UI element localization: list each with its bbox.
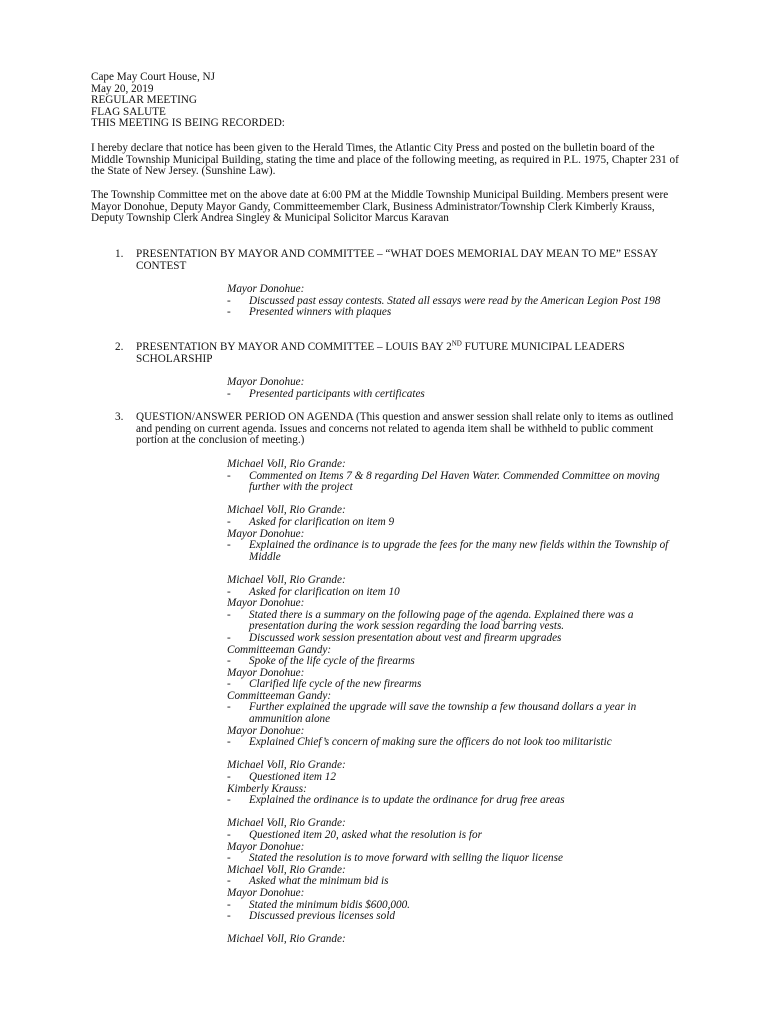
note-text: Spoke of the life cycle of the firearms [249,655,415,668]
bullet-dash: - [227,875,231,888]
note-bullet [227,587,687,599]
note-text: Asked for clarification on item 9 [249,515,395,528]
note-text: Questioned item 20, asked what the resolution is for [249,829,482,841]
item-number: 3. [115,411,124,423]
speaker: Michael Voll, Rio Grande: [227,573,346,586]
note-text: Stated there is a summary on the following page of the agenda. Explained there was a presentation during the work session regarding the load barring vests. [249,608,634,633]
meeting-header [91,72,681,130]
bullet-dash: - [227,898,231,911]
bullet-dash: - [227,608,231,621]
bullet-dash: - [227,736,231,749]
bullet-dash: - [227,655,231,668]
note-bullet [227,540,687,563]
note-bullet [227,795,687,807]
note-bullet [227,517,687,529]
note-text: Explained Chief’s concern of making sure the officers do not look too militaristic [249,736,612,749]
bullet-dash: - [227,701,231,714]
note-bullet [227,633,687,645]
note-text: Clarified life cycle of the new firearms [249,678,422,691]
note-bullet [227,853,687,865]
note-text: Asked what the minimum bid is [249,875,389,888]
sunshine-notice: I hereby declare that notice has been given to the Herald Times, the Atlantic City Press and posted on the bulletin board of the Middle Township Municipal Building, stating the time and place of the following meeting, as required in P.L. 1975, Chapter 231 of the State of New Jersey. (Sunshine Law). [91,142,679,178]
speaker: Mayor Donohue: [227,886,305,899]
bullet-dash: - [227,539,231,552]
speaker: Michael Voll, Rio Grande: [227,504,346,517]
speaker: Mayor Donohue: [227,724,305,737]
bullet-dash: - [227,387,231,400]
qa-notes [227,459,687,946]
bullet-dash: - [227,852,231,865]
bullet-dash: - [227,515,231,528]
note-bullet [227,389,687,401]
bullet-dash: - [227,306,231,319]
note-bullet [227,656,687,668]
bullet-dash: - [227,829,231,841]
bullet-dash: - [227,469,231,482]
bullet-dash: - [227,585,231,598]
speaker: Kimberly Krauss: [227,782,307,795]
speaker: Mayor Donohue: [227,666,305,679]
attendance-paragraph: The Township Committee met on the above date at 6:00 PM at the Middle Township Municipal Building. Members present were Mayor Donohue, Deputy Mayor Gandy, Committeemember Clark, Business Administrator/Township Clerk Kimberly Krauss, Deputy Township Clerk Andrea Singley & Municipal Solicitor Marcus Karavan [91,189,669,225]
location: Cape May Court House, NJ [91,71,215,83]
bullet-dash: - [227,794,231,807]
item-1-notes [227,284,687,319]
note-bullet [227,737,687,749]
note-text: Discussed past essay contests. Stated all essays were read by the American Legion Post 198 [249,294,661,307]
item-number: 1. [115,248,124,260]
note-bullet [227,679,687,691]
bullet-dash: - [227,678,231,691]
note-bullet [227,610,687,633]
speaker: Committeeman Gandy: [227,689,332,702]
meeting-date: May 20, 2019 [91,82,154,95]
note-text: Stated the minimum bidis $600,000. [249,898,410,911]
speaker: Michael Voll, Rio Grande: [227,933,346,946]
note-bullet [227,911,687,923]
item-number: 2. [115,341,124,353]
speaker: Mayor Donohue: [227,840,305,853]
note-text: Explained the ordinance is to upgrade the fees for the many new fields within the Township of Middle [249,539,669,563]
note-text: Discussed work session presentation about vest and firearm upgrades [249,631,562,644]
note-text: Explained the ordinance is to update the ordinance for drug free areas [249,794,565,807]
note-text: Presented participants with certificates [249,387,425,400]
item-title [136,339,676,365]
ordinal-suffix: ND [451,339,462,348]
speaker: Michael Voll, Rio Grande: [227,863,346,876]
note-text: Commented on Items 7 & 8 regarding Del Haven Water. Commended Committee on moving further with the project [249,469,660,494]
bullet-dash: - [227,294,231,307]
note-text: Presented winners with plaques [249,306,392,319]
speaker: Mayor Donohue: [227,376,305,388]
note-text: Asked for clarification on item 10 [249,585,400,598]
bullet-dash: - [227,771,231,784]
meeting-type: REGULAR MEETING [91,94,197,106]
item-2-notes [227,377,687,400]
speaker: Committeeman Gandy: [227,643,332,656]
speaker: Mayor Donohue: [227,283,305,295]
note-bullet [227,471,687,494]
bullet-dash: - [227,910,231,923]
recording-notice: THIS MEETING IS BEING RECORDED: [91,117,285,129]
note-bullet [227,772,687,784]
note-text: Questioned item 12 [249,771,336,784]
note-bullet [227,830,687,842]
item-title-part: PRESENTATION BY MAYOR AND COMMITTEE – LOUIS BAY 2 [136,341,452,353]
note-bullet [227,307,687,319]
note-text: Further explained the upgrade will save the township a few thousand dollars a year in ammunition alone [249,701,637,726]
flag-salute: FLAG SALUTE [91,105,166,118]
item-title: QUESTION/ANSWER PERIOD ON AGENDA (This question and answer session shall relate only to items as outlined and pending on current agenda. Issues and concerns not related to agenda item shall be withheld to public comment portion at the conclusion of meeting.) [136,411,674,447]
note-text: Discussed previous licenses sold [249,910,395,923]
speaker: Mayor Donohue: [227,527,305,540]
speaker: Michael Voll, Rio Grande: [227,759,346,772]
note-text: Stated the resolution is to move forward with selling the liquor license [249,852,563,865]
note-bullet [227,702,687,725]
item-title: PRESENTATION BY MAYOR AND COMMITTEE – “WHAT DOES MEMORIAL DAY MEAN TO ME” ESSAY CONTEST [136,248,658,272]
speaker: Michael Voll, Rio Grande: [227,458,346,470]
item-title-part: FUTURE MUNICIPAL LEADERS SCHOLARSHIP [136,341,625,365]
speaker: Michael Voll, Rio Grande: [227,817,346,830]
speaker: Mayor Donohue: [227,597,305,610]
note-bullet [227,876,687,888]
bullet-dash: - [227,631,231,644]
